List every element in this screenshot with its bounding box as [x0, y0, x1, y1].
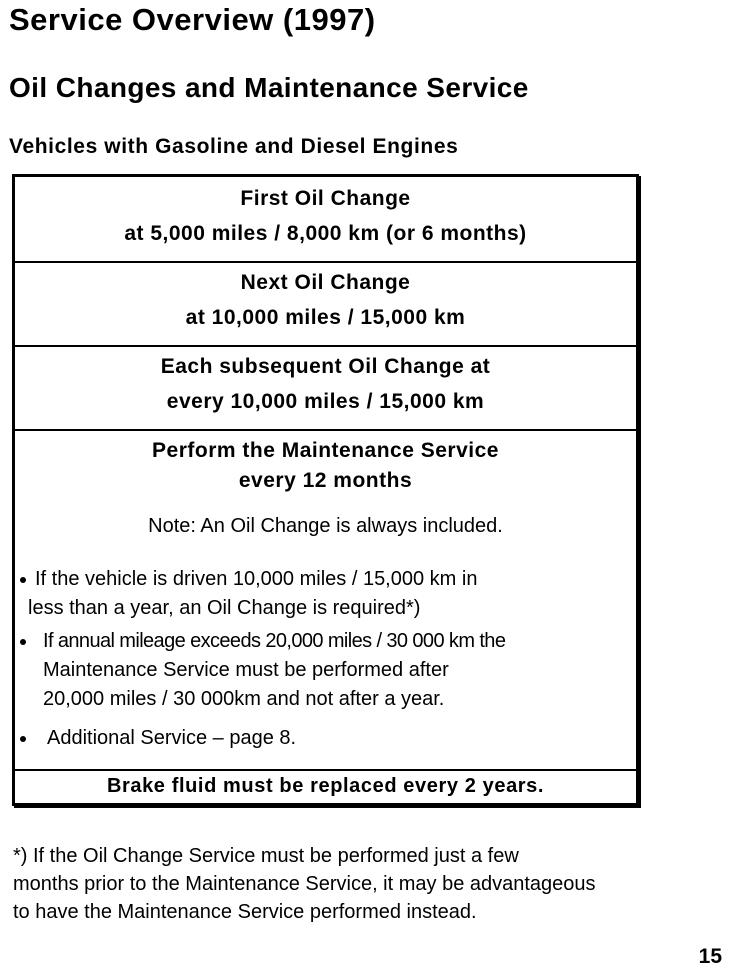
brake-fluid-row: Brake fluid must be replaced every 2 years. [106, 775, 545, 797]
next-oil-change-interval: at 10,000 miles / 15,000 km [185, 306, 466, 329]
page-title: Service Overview (1997) [9, 2, 376, 37]
maintenance-note: Note: An Oil Change is always included. [148, 515, 503, 537]
section-heading: Vehicles with Gasoline and Diesel Engines [9, 135, 459, 158]
section-title: Oil Changes and Maintenance Service [9, 72, 529, 103]
subsequent-oil-change-row [15, 345, 636, 431]
bullet-icon [20, 577, 26, 583]
subsequent-oil-change-interval: every 10,000 miles / 15,000 km [166, 390, 485, 413]
footnote: *) If the Oil Change Service must be performed just a few months prior to the Maintenance Service, it may be advantageous to have the Maintenance Service performed instead. [13, 845, 596, 923]
maintenance-service-row: Perform the Maintenance Service every 12 months Note: An Oil Change is always included. If the vehicle is driven 10,000 miles / 15,000 km in less than a year, an Oil Change is required*) If annual mileage exceeds 20,000 miles / 30 000 km the Maintenance Service must be performed after 20,000 miles / 30 000km and not after a year. Additional Service – page 8. [15, 429, 636, 771]
bullet-icon [20, 736, 26, 742]
next-oil-change-label: Next Oil Change [240, 271, 411, 294]
first-oil-change-label: First Oil Change [240, 187, 411, 210]
first-oil-change-interval: at 5,000 miles / 8,000 km (or 6 months) [124, 222, 527, 245]
next-oil-change-row [15, 261, 636, 347]
subsequent-oil-change-label: Each subsequent Oil Change at [160, 355, 491, 378]
maintenance-service-interval: every 12 months [238, 469, 413, 492]
maintenance-service-label: Perform the Maintenance Service [152, 439, 499, 462]
page-number: 15 [698, 945, 722, 968]
bullet-icon [20, 639, 26, 645]
first-oil-change-row [15, 177, 636, 263]
service-schedule-table [12, 174, 639, 806]
